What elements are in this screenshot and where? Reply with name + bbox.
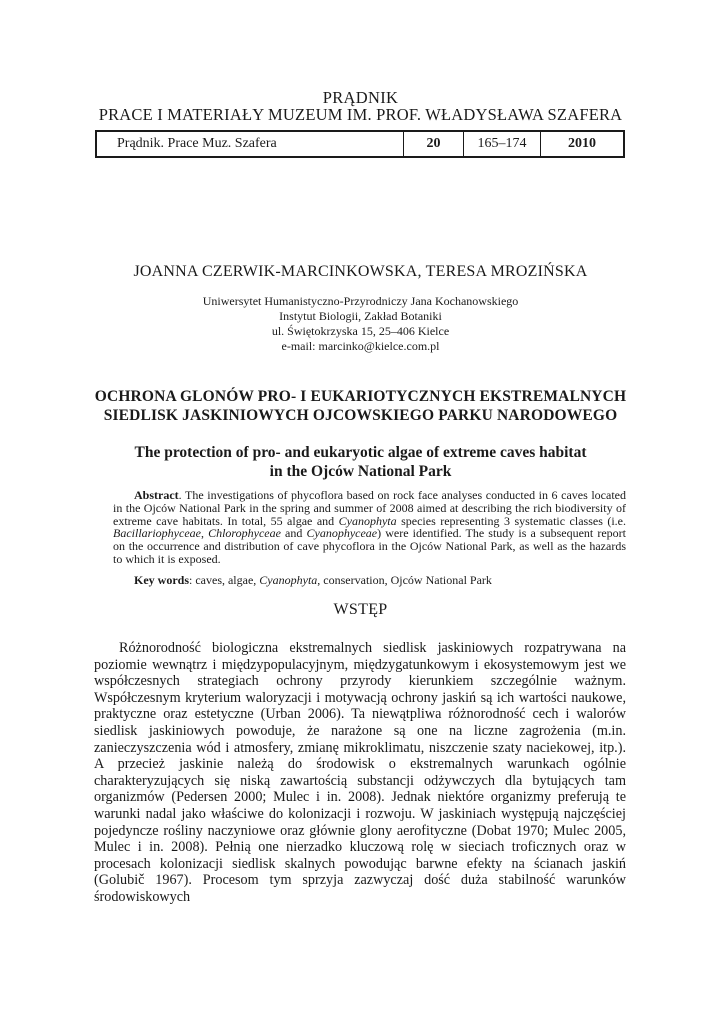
section-heading: WSTĘP bbox=[333, 601, 388, 618]
citation-year: 2010 bbox=[568, 136, 596, 151]
keywords-text: , conservation, Ojców National Park bbox=[317, 573, 492, 587]
affiliation-line: Instytut Biologii, Zakład Botaniki bbox=[279, 309, 442, 323]
title-polish-line-1: OCHRONA GLONÓW PRO- I EUKARIOTYCZNYCH EKSTREMALNYCH bbox=[94, 388, 627, 405]
abstract-label: Abstract bbox=[134, 488, 179, 502]
keywords-taxon: Cyanophyta bbox=[259, 573, 318, 587]
title-polish-line-2: SIEDLISK JASKINIOWYCH OJCOWSKIEGO PARKU NARODOWEGO bbox=[103, 407, 618, 424]
journal-subtitle: PRACE I MATERIAŁY MUZEUM IM. PROF. WŁADYSŁAWA SZAFERA bbox=[98, 105, 623, 124]
abstract-paragraph bbox=[113, 489, 626, 566]
abstract-text: species representing 3 systematic classes (i.e. bbox=[396, 513, 626, 528]
body-paragraph: Różnorodność biologiczna ekstremalnych siedlisk jaskiniowych rozpatrywana na poziomie wewnątrz i międzypopulacyjnym, międzygatunkowym i ekosystemowym jest we współczesnych strategiach ochrony przyrody kierunkiem szczególnie ważnym. Współczesnym kryterium waloryzacji i motywacją ochrony jaskiń są ich wartości naukowe, praktyczne oraz estetyczne (Urban 2006). Ta niewątpliwa różnorodność cech i walorów siedlisk jaskiniowych powoduje, że narażone są one na liczne zagrożenia (m.in. zanieczyszczenia wód i atmosfery, zmianę mikroklimatu, niszczenie szaty naciekowej, itp.). A przecież jaskinie należą do środowisk o ekstremalnych warunkach ogólnie charakteryzujących się niską zawartością substancji odżywczych dla bytujących tam organizmów (Pedersen 2000; Mulec i in. 2008). Jednak niektóre organizmy preferują te warunki nadal jako właściwe do kolonizacji i rozwoju. W jaskiniach występują najczęściej pojedyncze rośliny naczyniowe oraz głównie glony aerofityczne (Dobat 1970; Mulec 2005, Mulec i in. 2008). Pełnią one nierzadko kluczową rolę w sieciach troficznych oraz w procesach kolonizacji siedlisk skalnych powodując barwne efekty na ścianach jaskiń (Golubič 1967). Procesom tym sprzyja zazwyczaj dość duża stabilność warunków środowiskowych bbox=[94, 640, 626, 905]
keywords bbox=[134, 574, 492, 587]
affiliation-line: ul. Świętokrzyska 15, 25–406 Kielce bbox=[271, 324, 450, 338]
abstract-text: and bbox=[280, 526, 307, 541]
abstract bbox=[113, 489, 626, 566]
keywords-label: Key words bbox=[134, 573, 189, 587]
abstract-taxon: Chlorophyceae bbox=[208, 526, 281, 541]
authors: JOANNA CZERWIK-MARCINKOWSKA, TERESA MROZIŃSKA bbox=[133, 263, 588, 280]
abstract-taxon: Bacillariophyceae bbox=[113, 526, 201, 541]
abstract-text: . The investigations of phycoflora based on rock face analyses conducted in 6 caves located in the Ojców National Park in the spring and summer of 2008 aimed at describing the rich biodiversity of extreme cave habitats. In total, 55 algae and bbox=[113, 488, 626, 528]
citation-volume: 20 bbox=[404, 132, 464, 156]
abstract-taxon: Cyanophyceae bbox=[306, 526, 378, 541]
citation-journal: Prądnik. Prace Muz. Szafera bbox=[97, 132, 404, 156]
citation-box bbox=[95, 130, 625, 158]
keywords-text: : caves, algae, bbox=[189, 573, 260, 587]
citation-pages: 165–174 bbox=[464, 132, 541, 156]
body-text bbox=[94, 640, 626, 906]
journal-name: PRĄDNIK bbox=[322, 88, 399, 107]
affiliation-line: Uniwersytet Humanistyczno-Przyrodniczy Jana Kochanowskiego bbox=[202, 294, 519, 308]
affiliation-email: e-mail: marcinko@kielce.com.pl bbox=[281, 339, 440, 353]
abstract-taxon: Cyanophyta bbox=[338, 513, 397, 528]
abstract-text: ) were identified. The study is a subsequent report on the occurrence and distribution of cave phycoflora in the Ojców National Park, as well as the hazards to which it is exposed. bbox=[113, 526, 627, 566]
title-english-line-1: The protection of pro- and eukaryotic algae of extreme caves habitat bbox=[134, 444, 587, 461]
abstract-text: , bbox=[200, 526, 209, 541]
title-english-line-2: in the Ojców National Park bbox=[269, 463, 452, 480]
